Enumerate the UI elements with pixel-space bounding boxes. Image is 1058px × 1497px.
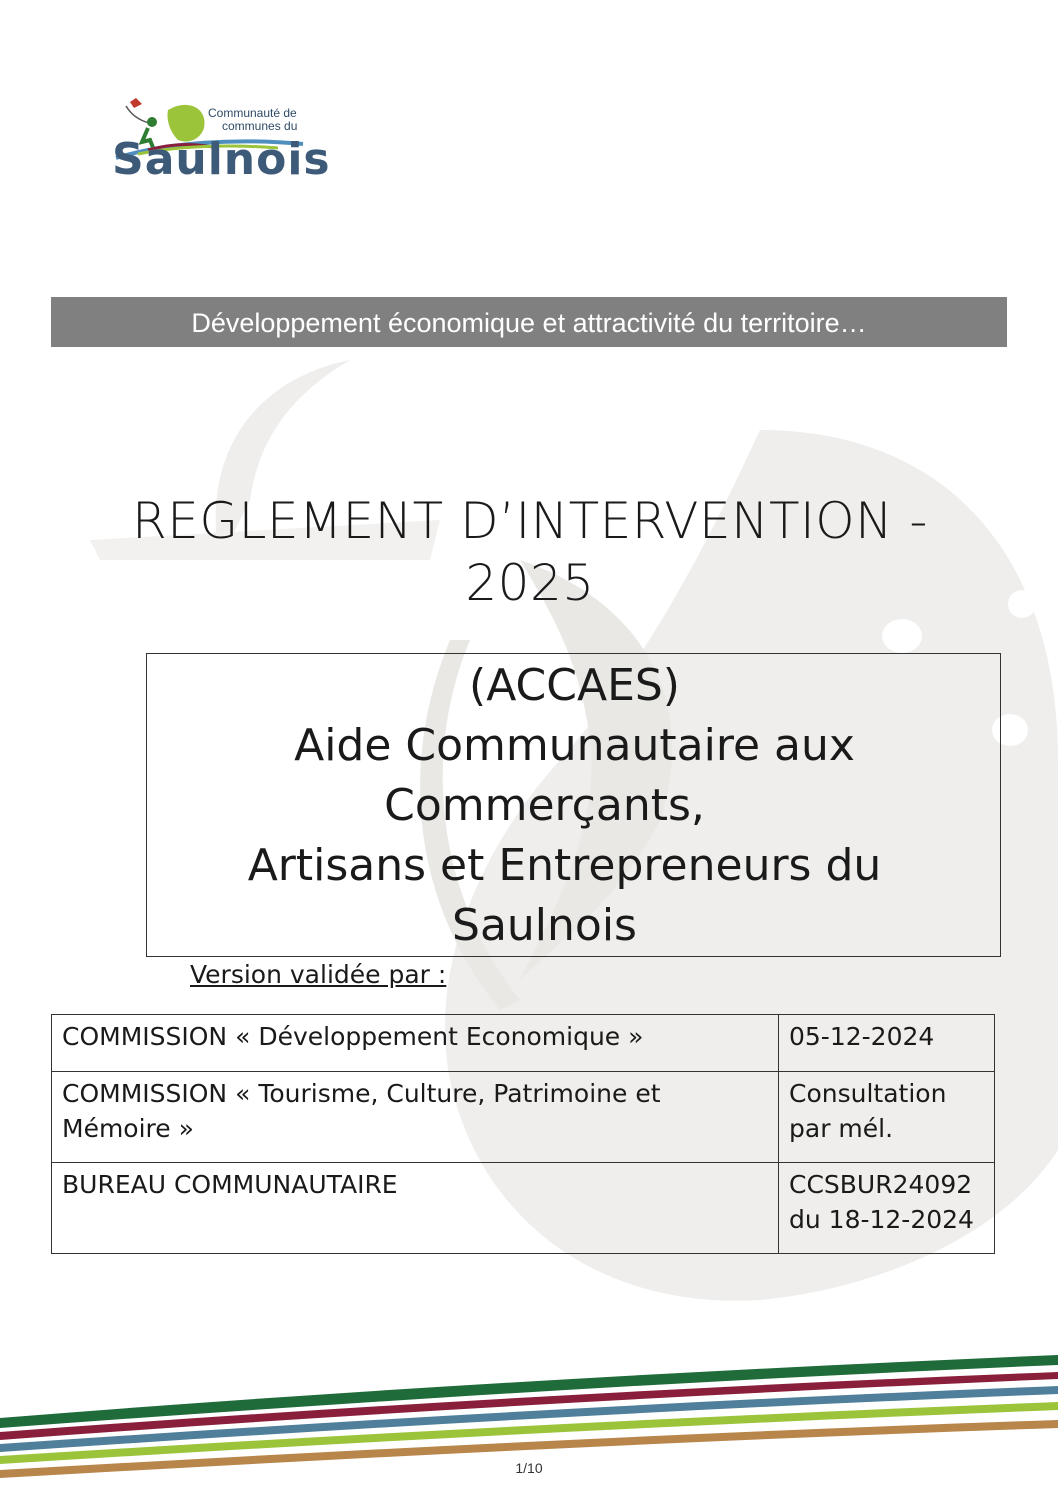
validation-body-line: Mémoire » bbox=[62, 1114, 194, 1143]
validation-date-cell bbox=[779, 1072, 995, 1163]
table-row bbox=[52, 1015, 995, 1072]
document-title bbox=[60, 490, 1000, 614]
logo-text-line2: communes du bbox=[222, 119, 298, 133]
program-title-line-1: Aide Communautaire aux bbox=[294, 720, 855, 771]
validation-date-cell: 05-12-2024 bbox=[779, 1015, 995, 1072]
table-row bbox=[52, 1163, 995, 1254]
table-row bbox=[52, 1072, 995, 1163]
logo-wordmark: Saulnois bbox=[112, 134, 331, 185]
validation-body-cell: BUREAU COMMUNAUTAIRE bbox=[52, 1163, 779, 1254]
validation-date-cell bbox=[779, 1163, 995, 1254]
version-label: Version validée par : bbox=[190, 960, 447, 989]
saulnois-logo bbox=[108, 92, 331, 197]
validation-date-line: par mél. bbox=[789, 1114, 894, 1143]
section-banner: Développement économique et attractivité du territoire… bbox=[51, 297, 1007, 347]
page-number: 1/10 bbox=[515, 1460, 543, 1476]
validation-table bbox=[51, 1014, 995, 1254]
validation-body-cell: COMMISSION « Développement Economique » bbox=[52, 1015, 779, 1072]
program-title-line-3: Artisans et Entrepreneurs du bbox=[247, 840, 882, 891]
validation-date-line: Consultation bbox=[789, 1079, 947, 1108]
logo-text-line1: Communauté de bbox=[208, 106, 297, 120]
validation-date-line: CCSBUR24092 bbox=[789, 1170, 973, 1199]
program-title-line-2: Commerçants, bbox=[384, 780, 705, 831]
program-title-box bbox=[146, 653, 1001, 957]
validation-date-line: du 18-12-2024 bbox=[789, 1205, 974, 1234]
validation-body-cell bbox=[52, 1072, 779, 1163]
validation-body-line: COMMISSION « Tourisme, Culture, Patrimoine et bbox=[62, 1079, 661, 1108]
title-line-1: REGLEMENT D’INTERVENTION - bbox=[132, 492, 928, 550]
program-title-line-4: Saulnois bbox=[452, 900, 637, 951]
program-acronym: (ACCAES) bbox=[469, 660, 680, 711]
title-line-2: 2025 bbox=[465, 554, 595, 612]
